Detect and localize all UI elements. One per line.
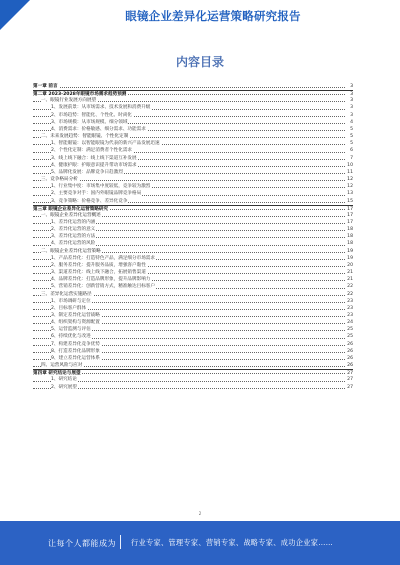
toc-entry-page: 19 [347, 248, 353, 254]
toc-entry-page: 19 [347, 255, 353, 261]
toc-entry-page: 3 [350, 84, 353, 89]
toc-entry-label: 1、研究结论 [51, 377, 77, 383]
toc-entry-page: 18 [347, 241, 353, 247]
toc-entry[interactable] [33, 90, 353, 97]
toc-entry-label: 5、营销差异化：创新营销方式，精准触达目标客户 [51, 284, 155, 290]
toc-entry[interactable] [33, 248, 353, 255]
toc-entry-page: 18 [347, 227, 353, 233]
toc-entry[interactable] [33, 262, 353, 269]
toc-entry-label: 3、竞争策略：价格竞争、差异化竞争 [51, 198, 128, 204]
toc-entry[interactable] [33, 169, 353, 176]
toc-entry[interactable] [33, 333, 353, 340]
toc-entry-label: 三、差异化运营实施路径 [41, 291, 92, 297]
toc-entry[interactable] [33, 305, 353, 312]
corner-triangle [0, 0, 30, 30]
toc-entry-page: 17 [347, 219, 353, 225]
page-number: 2 [198, 511, 202, 516]
toc-entry-page: 22 [347, 284, 353, 290]
dot-leader [33, 180, 345, 181]
toc-entry-label: 1、行业集中度：市场集中度较低，竞争较为激烈 [51, 184, 151, 190]
toc-entry-label: 第三章 眼镜企业差异化运营策略研究 [33, 206, 109, 212]
toc-entry[interactable] [33, 83, 353, 90]
toc-entry-page: 26 [347, 363, 353, 369]
document-title: 眼镜企业差异化运营策略研究报告 [125, 9, 301, 23]
toc-entry-page: 4 [350, 119, 353, 125]
toc-entry[interactable] [33, 97, 353, 104]
toc-entry[interactable] [33, 104, 353, 111]
toc-entry[interactable] [33, 240, 353, 247]
footer-divider [120, 535, 121, 549]
toc-entry-label: 5、品牌化发展：品牌竞争日趋激烈 [51, 169, 123, 175]
toc-entry-label: 第一章 前言 [33, 84, 58, 89]
toc-entry-label: 三、竞争格局分析 [41, 177, 78, 183]
toc-entry-page: 3 [350, 105, 353, 111]
toc-entry-label: 4、差异化运营的风险 [51, 241, 96, 247]
toc-entry-label: 5、运营监测与评估 [51, 327, 91, 333]
toc-entry-page: 27 [347, 377, 353, 383]
toc-entry-label: 二、眼镜企业差异化运营策略 [41, 248, 101, 254]
header-band [0, 0, 400, 38]
toc-entry-label: 第四章 研究结论与展望 [33, 371, 81, 377]
toc-entry[interactable] [33, 355, 353, 362]
dot-leader [33, 381, 345, 382]
toc-entry-label: 2、服务差异化：提升服务品质，增强客户黏性 [51, 262, 146, 268]
toc-entry-label: 1、发展前景：从市场需求、技术发展和消费升级 [51, 105, 151, 111]
toc-entry[interactable] [33, 219, 353, 226]
toc-entry-page: 10 [347, 162, 353, 168]
toc-entry-label: 2、研究展望 [51, 384, 77, 390]
toc-entry-label: 8、打造差异化品牌形象 [51, 348, 100, 354]
toc-entry[interactable] [33, 212, 353, 219]
toc-entry-page: 21 [347, 277, 353, 283]
toc-entry-page: 3 [350, 92, 353, 98]
toc-entry[interactable] [33, 233, 353, 240]
toc-entry-label: 1、产品差异化：打造特色产品，满足细分市场需求 [51, 255, 155, 261]
toc-entry-page: 18 [347, 234, 353, 240]
footer-slogan-left: 让每个人都能成为 [48, 539, 116, 548]
toc-entry-label: 1、市场调研与定位 [51, 298, 91, 304]
toc-entry-label: 2、主要竞争对手：国内外眼镜品牌竞争格局 [51, 191, 142, 197]
toc-entry-page: 23 [347, 305, 353, 311]
toc-entry-page: 26 [347, 348, 353, 354]
toc-entry-page: 11 [347, 169, 353, 175]
toc-entry-page: 3 [350, 112, 353, 118]
toc-entry[interactable] [33, 369, 353, 376]
dot-leader [33, 87, 345, 88]
toc-entry[interactable] [33, 112, 353, 119]
table-of-contents [33, 83, 353, 391]
toc-entry-page: 20 [347, 262, 353, 268]
toc-entry-label: 1、智能眼镜：以智能眼镜为代表的新兴产品发展迅速 [51, 141, 160, 147]
toc-entry[interactable] [33, 126, 353, 133]
footer-slogan-right: 行业专家、管理专家、营销专家、战略专家、成功企业家…… [131, 538, 334, 547]
toc-entry-page: 15 [347, 198, 353, 204]
toc-entry-page: 5 [350, 134, 353, 140]
toc-entry-label: 一、眼镜企业差异化运营概述 [41, 212, 101, 218]
toc-entry-label: 7、构建差异化竞争优势 [51, 341, 100, 347]
toc-entry[interactable] [33, 376, 353, 383]
toc-entry[interactable] [33, 298, 353, 305]
toc-entry-label: 四、运营风险与应对 [41, 363, 83, 369]
toc-entry-label: 6、持续优化与改进 [51, 334, 91, 340]
toc-entry-label: 3、市场规模：从市场规模、细分领域 [51, 119, 128, 125]
toc-entry-page: 5 [350, 126, 353, 132]
toc-entry-label: 2、个性化定制：满足消费者个性化需求 [51, 148, 133, 154]
toc-entry-page: 26 [347, 355, 353, 361]
toc-entry[interactable] [33, 319, 353, 326]
toc-entry[interactable] [33, 162, 353, 169]
toc-entry-page: 23 [347, 313, 353, 318]
toc-entry-page: 7 [350, 155, 353, 161]
toc-entry-label: 3、线上线下融合：线上线下渠道互补发展 [51, 155, 137, 161]
toc-entry[interactable] [33, 119, 353, 126]
toc-entry[interactable] [33, 283, 353, 290]
toc-entry[interactable] [33, 255, 353, 262]
toc-entry[interactable] [33, 326, 353, 333]
toc-entry[interactable] [33, 269, 353, 276]
toc-entry[interactable] [33, 133, 353, 140]
toc-entry-label: 4、品牌差异化：打造品牌形象，提升品牌影响力 [51, 277, 151, 283]
dot-leader [33, 388, 345, 389]
toc-entry-page: 25 [347, 327, 353, 333]
toc-entry-label: 4、健康护眼：护眼意识提升带动市场需求 [51, 162, 137, 168]
toc-entry-page: 6 [350, 148, 353, 154]
toc-entry-page: 12 [347, 184, 353, 190]
toc-entry[interactable] [33, 140, 353, 147]
toc-entry-label: 9、建立差异化运营体系 [51, 355, 100, 361]
toc-entry[interactable] [33, 205, 353, 212]
toc-entry-page: 17 [347, 206, 353, 212]
toc-heading: 内容目录 [175, 55, 224, 69]
toc-entry-label: 2、市场趋势：智能化、个性化、时尚化 [51, 112, 133, 118]
toc-entry[interactable] [33, 198, 353, 205]
toc-entry[interactable] [33, 176, 353, 183]
toc-entry[interactable] [33, 362, 353, 369]
toc-entry[interactable] [33, 147, 353, 154]
toc-entry[interactable] [33, 312, 353, 319]
toc-entry-label: 2、差异化运营的意义 [51, 227, 96, 233]
toc-entry-page: 21 [347, 270, 353, 276]
toc-entry-page: 25 [347, 334, 353, 340]
toc-entry[interactable] [33, 183, 353, 190]
toc-entry-page: 22 [347, 291, 353, 297]
toc-entry[interactable] [33, 155, 353, 162]
toc-entry-label: 3、差异化运营的方法 [51, 234, 96, 240]
toc-entry-label: 第二章 2023-2028年眼镜市场需求趋势预测 [33, 92, 127, 98]
toc-entry[interactable] [33, 276, 353, 283]
toc-entry-page: 13 [347, 191, 353, 197]
toc-entry[interactable] [33, 341, 353, 348]
toc-entry-page: 23 [347, 298, 353, 304]
toc-entry-page: 27 [347, 371, 353, 377]
toc-entry-label: 二、未来发展趋势：智能眼镜、个性化定制 [41, 134, 129, 140]
footer-banner [0, 521, 400, 565]
toc-entry[interactable] [33, 190, 353, 197]
toc-entry-page: 26 [347, 341, 353, 347]
toc-entry[interactable] [33, 226, 353, 233]
toc-entry-page: 12 [347, 177, 353, 183]
toc-entry-page: 27 [347, 384, 353, 390]
toc-entry-label: 1、差异化运营的内涵 [51, 219, 96, 225]
toc-entry-label: 2、目标客户群体 [51, 305, 87, 311]
toc-entry-label: 4、组织架构与资源配置 [51, 320, 100, 326]
toc-entry[interactable] [33, 384, 353, 391]
toc-entry-page: 17 [347, 212, 353, 218]
toc-entry-page: 3 [350, 98, 353, 104]
toc-entry[interactable] [33, 291, 353, 298]
toc-entry-label: 3、渠道差异化：线上线下融合，拓展销售渠道 [51, 270, 146, 276]
toc-entry-page: 5 [350, 141, 353, 147]
toc-entry-label: 4、消费需求：价格敏感、细分需求、功能需求 [51, 126, 146, 132]
toc-entry-label: 一、眼镜行业发展方向展望 [41, 98, 97, 104]
toc-entry-label: 3、制定差异化运营战略 [51, 313, 100, 318]
toc-entry[interactable] [33, 348, 353, 355]
toc-entry-page: 24 [347, 320, 353, 326]
